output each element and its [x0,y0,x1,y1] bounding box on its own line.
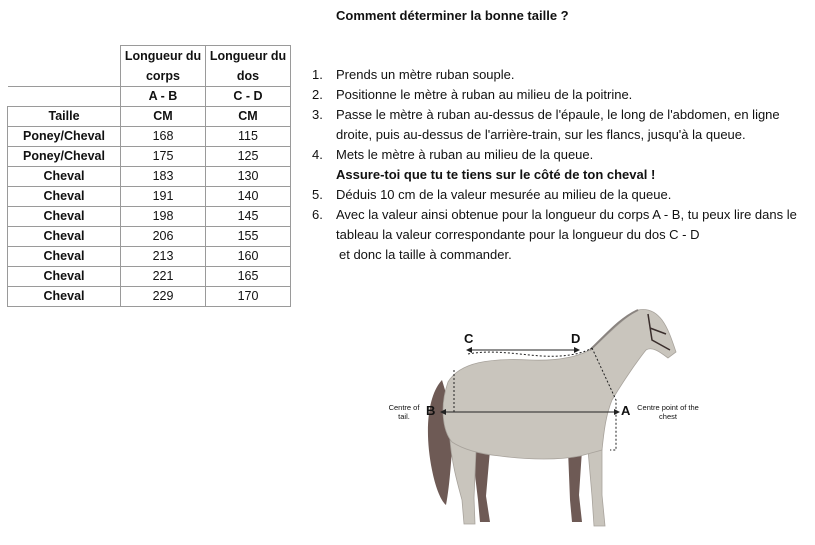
step-item [312,105,812,145]
header-body-length: Longueur du corps [121,46,206,87]
step-item [312,85,812,105]
subheader-a-b: A - B [121,87,206,107]
blank-cell [8,46,121,87]
size-cell: Cheval [8,167,121,187]
step-number: 2. [312,87,323,102]
back-length-cell: 145 [206,207,291,227]
label-a: A [621,403,631,418]
step-text: Déduis 10 cm de la valeur mesurée au milieu de la queue. [336,187,672,202]
step-text: Avec la valeur ainsi obtenue pour la longueur du corps A - B, tu peux lire dans le tableau la valeur correspondante pour la longueur du dos C - D [336,207,797,242]
back-length-cell: 125 [206,147,291,167]
unit-body: CM [121,107,206,127]
size-cell: Poney/Cheval [8,147,121,167]
table-body [8,127,291,307]
size-cell: Cheval [8,187,121,207]
table-row [8,227,291,247]
horse-body [443,309,676,459]
front-leg-far [568,450,582,522]
column-size-header: Taille [8,107,121,127]
horse-measurement-diagram [380,300,710,540]
size-cell: Cheval [8,207,121,227]
table-row [8,207,291,227]
step-text: Mets le mètre à ruban au milieu de la queue. [336,147,594,162]
a-arrowhead [614,409,620,415]
label-b: B [426,403,436,418]
table-row [8,127,291,147]
step-text: Passe le mètre à ruban au-dessus de l'épaule, le long de l'abdomen, en ligne droite, puis au-dessus de l'arrière-train, sur les flancs, jusqu'à la queue. [336,107,780,142]
size-cell: Cheval [8,267,121,287]
step-item [312,205,812,245]
back-length-cell: 130 [206,167,291,187]
size-cell: Cheval [8,287,121,307]
step-number: 3. [312,107,323,122]
table-row [8,167,291,187]
step-text: Prends un mètre ruban souple. [336,67,515,82]
body-length-cell: 213 [121,247,206,267]
step-item [312,65,812,85]
step-number: 1. [312,67,323,82]
back-length-cell: 160 [206,247,291,267]
size-table [7,45,291,307]
caption-tail: Centre of tail. [388,403,420,421]
instruction-list [312,65,812,265]
unit-back: CM [206,107,291,127]
side-note: Assure-toi que tu te tiens sur le côté de ton cheval ! [336,167,656,182]
table-unit-row [8,107,291,127]
table-subheader-row [8,87,291,107]
table-row [8,287,291,307]
body-length-cell: 183 [121,167,206,187]
size-cell: Cheval [8,227,121,247]
front-leg-near [588,448,605,526]
body-length-cell: 198 [121,207,206,227]
header-back-length: Longueur du dos [206,46,291,87]
blank-cell [8,87,121,107]
hind-leg-near [450,440,476,524]
back-length-cell: 170 [206,287,291,307]
table-row [8,147,291,167]
table-row [8,247,291,267]
table-row [8,187,291,207]
back-length-cell: 155 [206,227,291,247]
body-length-cell: 175 [121,147,206,167]
step-number: 6. [312,207,323,222]
label-d: D [571,331,581,346]
back-length-cell: 140 [206,187,291,207]
size-cell: Cheval [8,247,121,267]
table-row [8,267,291,287]
table-header-row [8,46,291,87]
final-line: et donc la taille à commander. [339,247,512,262]
page-title: Comment déterminer la bonne taille ? [336,8,569,23]
body-length-cell: 168 [121,127,206,147]
body-length-cell: 191 [121,187,206,207]
d-arrowhead [574,347,580,353]
c-arrowhead [466,347,472,353]
step-text: Positionne le mètre à ruban au milieu de la poitrine. [336,87,633,102]
step-item [312,185,812,205]
step-number: 4. [312,147,323,162]
size-cell: Poney/Cheval [8,127,121,147]
caption-chest: Centre point of the chest [637,403,699,421]
body-length-cell: 229 [121,287,206,307]
back-length-cell: 165 [206,267,291,287]
step-number: 5. [312,187,323,202]
back-length-cell: 115 [206,127,291,147]
body-length-cell: 221 [121,267,206,287]
measure-line-c-d [468,348,592,356]
label-c: C [464,331,474,346]
body-length-cell: 206 [121,227,206,247]
step-item [312,145,812,165]
subheader-c-d: C - D [206,87,291,107]
